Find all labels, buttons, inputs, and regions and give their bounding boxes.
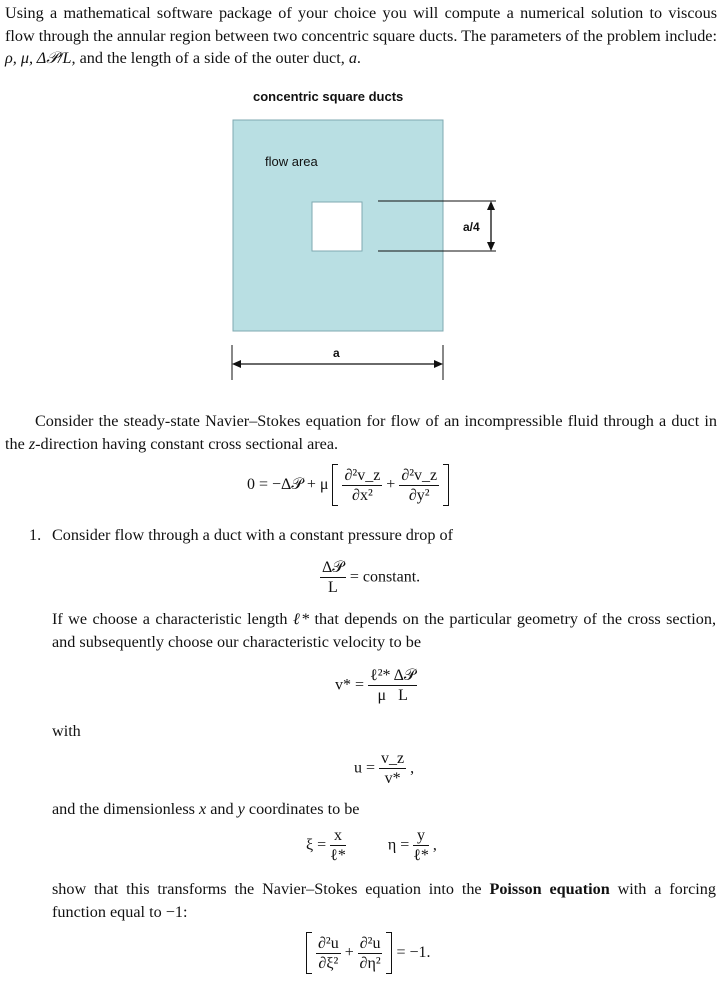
var-ell-star: ℓ* <box>292 610 310 628</box>
intro-text: Using a mathematical software package of your choice you will compute a numerical solution to viscous flow through the annular region between two concentric square ducts. The parameters of the problem include: <box>5 4 717 45</box>
var-z: z <box>28 434 36 453</box>
concentric-ducts-figure <box>220 110 510 385</box>
item-text: Consider flow through a duct with a constant pressure drop of <box>52 526 454 544</box>
dimensionless-paragraph: and the dimensionless x and y coordinates to be <box>52 800 360 818</box>
vstar-equation: v* = $\frac{\text{ℓ²* Δ𝒫}}{\text{μ L}}$ <box>335 667 416 704</box>
a-arrow-right <box>434 360 443 368</box>
frac-eta: $\frac{y}{\text{ℓ*}}$ <box>413 827 429 864</box>
left-bracket <box>332 464 338 506</box>
a4-label: a/4 <box>463 220 480 234</box>
flow-area-label: flow area <box>265 154 318 169</box>
poisson-bold: Poisson equation <box>489 880 610 898</box>
pressure-drop-equation: $\frac{\text{Δ𝒫}}{L}$ = constant. <box>322 559 421 596</box>
frac-dp-l: $\frac{\text{Δ𝒫}}{L}$ <box>322 559 344 596</box>
intro-text-2: and the length of a side of the outer duct, <box>75 49 349 67</box>
a-arrow-left <box>232 360 241 368</box>
right-bracket <box>443 464 449 506</box>
navier-stokes-equation: 0 = −Δ𝒫 + μ $\frac{\text{∂²v\_z}}{\text{∂x²}}$ + $\frac{\text{∂²v\_z}}{\text{∂y²}}$ <box>247 464 449 506</box>
frac-d2u-deta2: $\frac{\text{∂²u}}{\text{∂η²}}$ <box>359 934 381 972</box>
show-paragraph: show that this transforms the Navier–Stokes equation into the Poisson equation with a forcing function equal to −1: <box>52 880 716 921</box>
consider-paragraph: Consider the steady-state Navier–Stokes equation for flow of an incompressible fluid through a duct in the z-direction having constant cross sectional area. <box>5 412 717 453</box>
intro-var-a: a <box>348 49 357 67</box>
frac-d2u-dxi2: $\frac{\text{∂²u}}{\text{∂ξ²}}$ <box>318 934 339 972</box>
frac-d2vz-dx2: $\frac{\text{∂²v\_z}}{\text{∂x²}}$ <box>344 466 381 504</box>
frac-vstar: $\frac{\text{ℓ²* Δ𝒫}}{\text{μ L}}$ <box>370 667 416 704</box>
a4-arrow-down <box>487 242 495 251</box>
intro-paragraph: Using a mathematical software package of your choice you will compute a numerical solution to viscous flow through the annular region between two concentric square ducts. The parameters of the problem include: ρ, μ, Δ𝒫/L, and the length of a side of the outer duct, a. <box>5 4 717 67</box>
characteristic-paragraph: If we choose a characteristic length ℓ* that depends on the particular geometry of the cross section, and subsequently choose our characteristic velocity to be <box>52 610 717 651</box>
frac-d2vz-dy2: $\frac{\text{∂²v\_z}}{\text{∂y²}}$ <box>401 466 438 504</box>
item-number: 1. <box>29 526 42 544</box>
xi-eta-equations: ξ = $\frac{x}{\text{ℓ*}}$ η = $\frac{y}{\text{ℓ*}}$ , <box>306 827 437 864</box>
frac-xi: $\frac{x}{\text{ℓ*}}$ <box>330 827 346 864</box>
intro-params: ρ, μ, Δ𝒫/L, <box>5 49 76 67</box>
inner-duct <box>312 202 362 251</box>
u-equation: u = $\frac{v\_z}{v*}$ , <box>354 750 415 787</box>
a4-arrow-up <box>487 201 495 210</box>
poisson-equation: $\frac{\text{∂²u}}{\text{∂ξ²}}$ + $\frac{\text{∂²u}}{\text{∂η²}}$ = −1. <box>306 932 430 974</box>
frac-u: $\frac{v\_z}{v*}$ <box>381 750 405 787</box>
figure-title: concentric square ducts <box>253 89 404 104</box>
with-label: with <box>52 722 81 740</box>
a-label: a <box>333 346 340 360</box>
